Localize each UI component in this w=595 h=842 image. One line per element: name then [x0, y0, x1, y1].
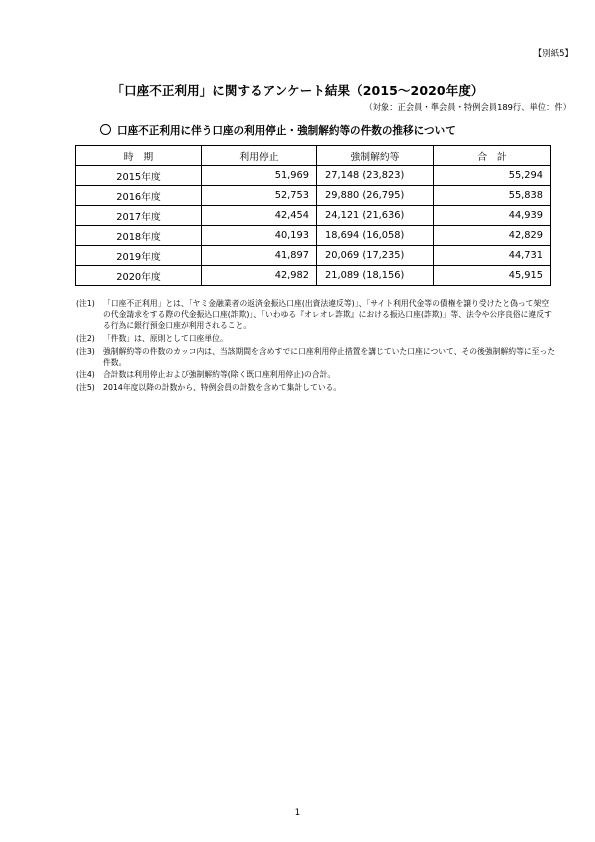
section-heading-text: 口座不正利用に伴う口座の利用停止・強制解約等の件数の推移について	[117, 125, 456, 137]
header-period: 時 期	[76, 146, 202, 166]
footnote-tag: (注4)	[76, 370, 95, 380]
row-year: 2016年度	[76, 186, 202, 206]
statistics-table	[75, 145, 551, 286]
footnote-tag: (注2)	[76, 334, 95, 343]
footnote-tag: (注1)	[76, 299, 95, 308]
row-total: 55,838	[434, 186, 551, 206]
row-suspension: 52,753	[202, 186, 317, 206]
footnote-text: 「口座不正利用」とは、「ヤミ金融業者の返済金振込口座(出資法違反等)」、「サイト利用代金等の債権を譲り受けたと偽って架空の代金請求をする際の代金振込口座(詐欺)」、「いわゆる『オレオレ詐欺』における振込口座(詐欺)」等、法令や公序良俗に違反する行為に銀行預金口座が利用されること。	[103, 299, 552, 331]
row-total: 45,915	[434, 266, 551, 286]
footnote-tag: (注5)	[76, 382, 95, 392]
row-year: 2018年度	[76, 226, 202, 246]
row-year: 2015年度	[76, 166, 202, 186]
table-row	[76, 246, 551, 266]
row-forced: 27,148 (23,823)	[317, 166, 434, 186]
row-year: 2017年度	[76, 206, 202, 226]
row-suspension: 40,193	[202, 226, 317, 246]
header-suspension: 利用停止	[202, 146, 317, 166]
row-suspension: 42,982	[202, 266, 317, 286]
table-row	[76, 186, 551, 206]
row-forced: 21,089 (18,156)	[317, 266, 434, 286]
page-title: 「口座不正利用」に関するアンケート結果（2015～2020年度）	[111, 83, 484, 98]
row-total: 42,829	[434, 226, 551, 246]
row-year: 2019年度	[76, 246, 202, 266]
section-heading	[100, 123, 456, 138]
row-suspension: 51,969	[202, 166, 317, 186]
row-forced: 18,694 (16,058)	[317, 226, 434, 246]
header-total: 合 計	[434, 146, 551, 166]
footnote-text: 合計数は利用停止および強制解約等(除く既口座利用停止)の合計。	[103, 370, 336, 380]
table-row	[76, 266, 551, 286]
footnote	[76, 298, 556, 332]
row-total: 44,939	[434, 206, 551, 226]
table-row	[76, 226, 551, 246]
page-number: 1	[294, 808, 301, 818]
footnotes	[76, 298, 556, 395]
row-suspension: 42,454	[202, 206, 317, 226]
row-year: 2020年度	[76, 266, 202, 286]
table-row	[76, 206, 551, 226]
row-forced: 24,121 (21,636)	[317, 206, 434, 226]
footnote-tag: (注3)	[76, 346, 95, 356]
table-row	[76, 166, 551, 186]
row-suspension: 41,897	[202, 246, 317, 266]
circle-bullet-icon	[100, 124, 111, 135]
table-header-row	[76, 146, 551, 166]
footnote-text: 強制解約等の件数のカッコ内は、当該期間を含めすでに口座利用停止措置を講じていた口座について、その後強制解約等に至った件数。	[103, 346, 556, 367]
row-total: 55,294	[434, 166, 551, 186]
footnote	[76, 369, 556, 380]
footnote	[76, 382, 556, 393]
footnote-text: 2014年度以降の計数から、特例会員の計数を含めて集計している。	[103, 382, 342, 392]
header-forced-cancellation: 強制解約等	[317, 146, 434, 166]
footnote	[76, 346, 556, 368]
footnote-text: 「件数」は、原則として口座単位。	[103, 334, 228, 343]
scope-note: （対象：正会員・準会員・特例会員189行、単位：件）	[364, 102, 571, 112]
row-forced: 29,880 (26,795)	[317, 186, 434, 206]
appendix-label: 【別紙5】	[533, 49, 573, 59]
footnote	[76, 333, 556, 344]
row-forced: 20,069 (17,235)	[317, 246, 434, 266]
row-total: 44,731	[434, 246, 551, 266]
